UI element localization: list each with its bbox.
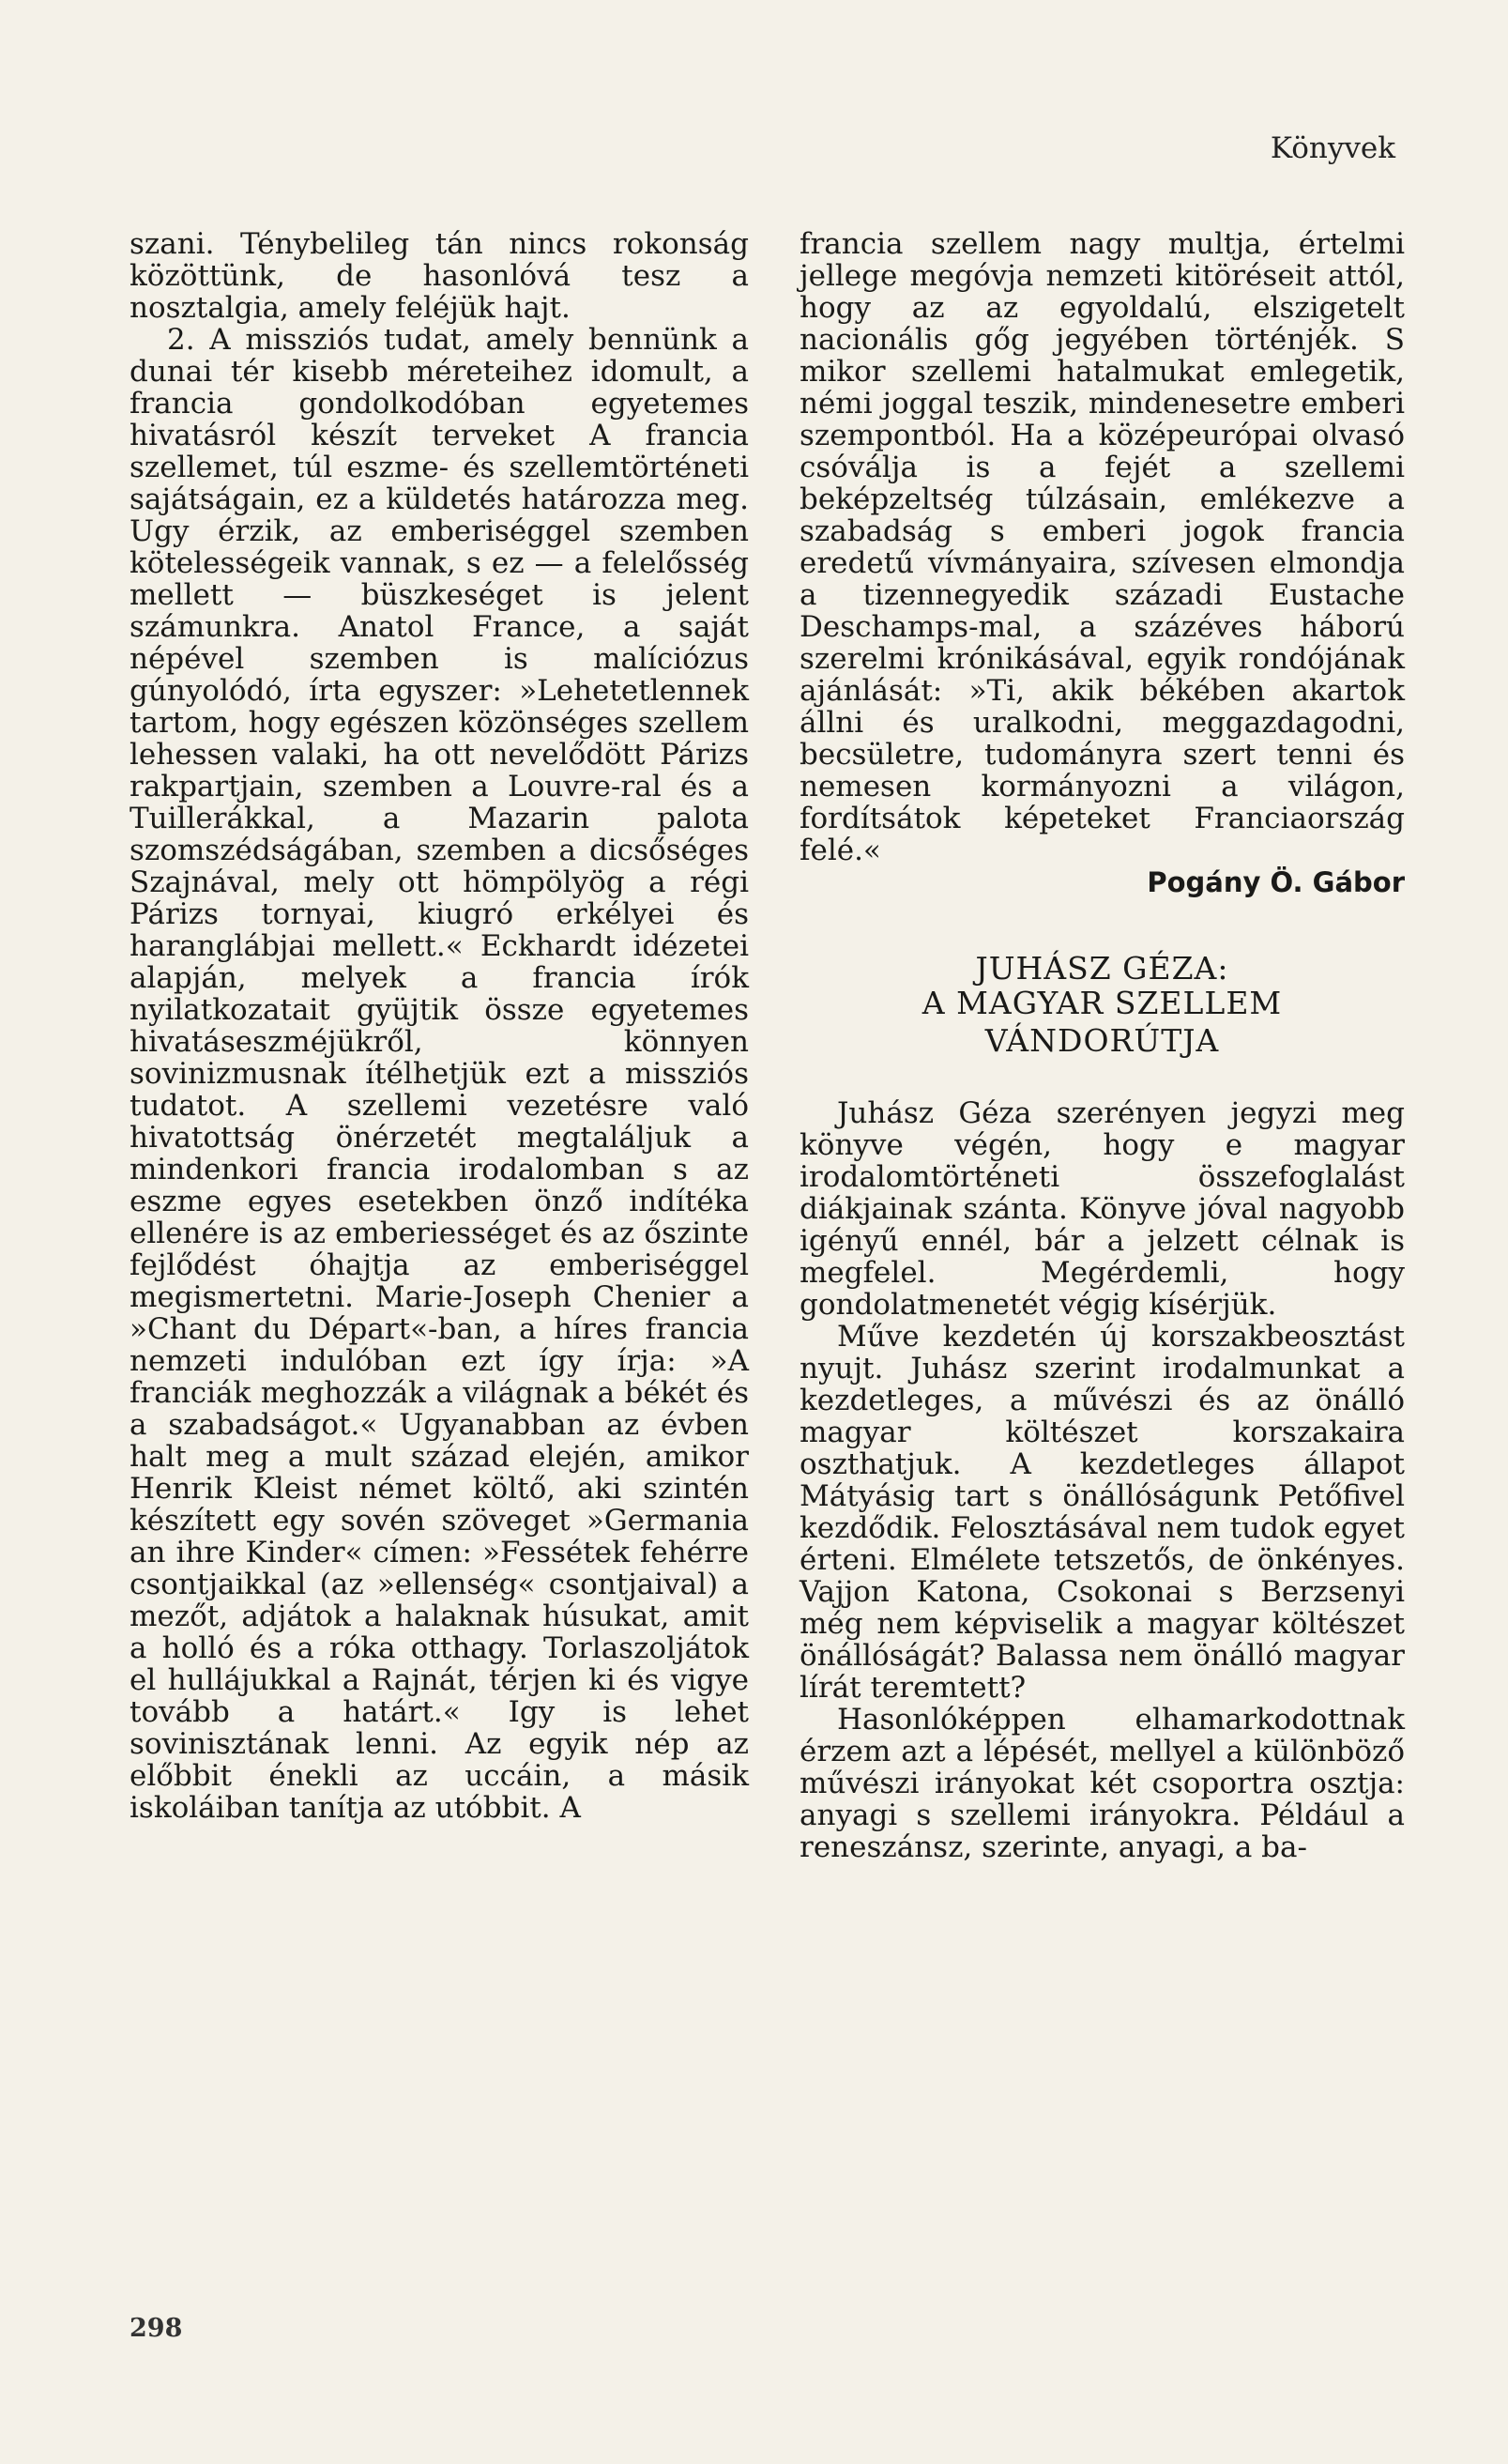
review-signature: Pogány Ö. Gábor	[1147, 866, 1405, 898]
article-body	[800, 1097, 1405, 1863]
article-heading	[800, 950, 1405, 1060]
left-paragraph-1: szani. Ténybelileg tán nincs rokonság közöttünk, de hasonlóvá tesz a nosztalgia, amely feléjük hajt.	[129, 227, 749, 325]
page-number: 298	[129, 2314, 183, 2343]
left-paragraph-2: 2. A missziós tudat, amely bennünk a dunai tér kisebb méreteihez idomult, a francia gondolkodóban egyetemes hivatásról készít terveket A francia szellemet, túl eszme- és szellemtörténeti sajátságain, ez a küldetés határozza meg. Ugy érzik, az emberiséggel szemben kötelességeik vannak, s ez — a felelősség mellett — büszkeséget is jelent számunkra. Anatol France, a saját népével szemben is malíciózus gúnyolódó, írta egyszer: »Lehetetlennek tartom, hogy egészen közönséges szellem lehessen valaki, ha ott nevelődött Párizs rakpartjain, szemben a Louvre-ral és a Tuillerákkal, a Mazarin palota szomszédságában, szemben a dicsőséges Szajnával, mely ott hömpölyög a régi Párizs tornyai, kiugró erkélyei és haranglábjai mellett.« Eckhardt idézetei alapján, melyek a francia írók nyilatkozatait gyüjtik össze egyetemes hivatáseszméjükről, könnyen sovinizmusnak ítélhetjük ezt a missziós tudatot. A szellemi vezetésre való hivatottság önérzetét megtaláljuk a mindenkori francia irodalomban s az eszme egyes esetekben önző indítéka ellenére is az emberiességet és az őszinte fejlődést óhajtja az emberiséggel megismertetni. Marie-Joseph Chenier a »Chant du Départ«-ban, a híres francia nemzeti indulóban ezt így írja: »A franciák meghozzák a világnak a békét és a szabadságot.« Ugyanabban az évben halt meg a mult század elején, amikor Henrik Kleist német költő, aki szintén készített egy sovén szöveget »Germania an ihre Kinder« címen: »Fessétek fehérre csontjaikkal (az »ellenség« csontjaival) a mezőt, adjátok a halaknak húsukat, amit a holló és a róka otthagy. Torlaszoljátok el hullájukkal a Rajnát, térjen ki és vigye tovább a határt.« Igy is lehet sovinisztának lenni. Az egyik nép az előbbit énekli az uccáin, a másik iskoláiban tanítja az utóbbit. A	[129, 323, 749, 1825]
article-paragraph-2: Műve kezdetén új korszakbeosztást nyujt. Juhász szerint irodalmunkat a kezdetleges, a művészi és az önálló magyar költészet korszakaira oszthatjuk. A kezdetleges állapot Mátyásig tart s önállóságunk Petőfivel kezdődik. Felosztásával nem tudok egyet érteni. Elmélete tetszetős, de önkényes. Vajjon Katona, Csokonai s Berzsenyi még nem képviselik a magyar költészet önállóságát? Balassa nem önálló magyar lírát teremtett?	[800, 1320, 1405, 1705]
right-intro-paragraph: francia szellem nagy multja, értelmi jellege megóvja nemzeti kitöréseit attól, hogy az az egyoldalú, elszigetelt nacionális gőg jegyében történjék. S mikor szellemi hatalmukat emlegetik, némi joggal teszik, mindenesetre emberi szempontból. Ha a középeurópai olvasó csóválja is a fejét a szellemi beképzeltség túlzásain, emlékezve a szabadság s emberi jogok francia eredetű vívmányaira, szívesen elmondja a tizennegyedik századi Eustache Deschamps-mal, a százéves háború szerelmi krónikásával, egyik rondójának ajánlását: »Ti, akik békében akartok állni és uralkodni, meggazdagodni, becsületre, tudományra szert tenni és nemesen kormányozni a világon, fordítsátok képeteket Franciaország felé.«	[800, 227, 1405, 867]
article-title-line-2: VÁNDORÚTJA	[984, 1022, 1220, 1059]
article-paragraph-1: Juhász Géza szerényen jegyzi meg könyve végén, hogy e magyar irodalomtörténeti összefoglalást diákjainak szánta. Könyve jóval nagyobb igényű ennél, bár a jelzett célnak is megfelel. Megérdemli, hogy gondolatmenetét végig kísérjük.	[800, 1096, 1405, 1322]
running-header: Könyvek	[1270, 131, 1395, 165]
article-title-line-1: A MAGYAR SZELLEM	[922, 985, 1283, 1021]
article-paragraph-3: Hasonlóképpen elhamarkodottnak érzem azt a lépését, mellyel a különböző művészi irányokat két csoportra osztja: anyagi s szellemi irányokra. Például a reneszánsz, szerinte, anyagi, a ba-	[800, 1703, 1405, 1864]
left-column	[129, 228, 749, 1824]
right-column	[800, 228, 1405, 1863]
article-author: JUHÁSZ GÉZA:	[975, 950, 1229, 987]
article-title	[800, 985, 1405, 1060]
